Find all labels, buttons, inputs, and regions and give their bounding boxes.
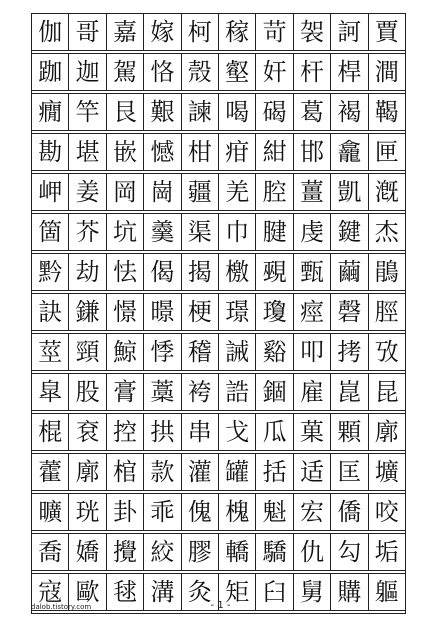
hanja-cell: 恪 — [144, 54, 181, 91]
hanja-cell: 乖 — [144, 494, 181, 531]
hanja-cell: 嵌 — [107, 134, 144, 171]
hanja-cell: 垢 — [369, 534, 406, 571]
hanja-cell: 漑 — [369, 174, 406, 211]
hanja-cell: 疆 — [182, 174, 219, 211]
hanja-cell: 憾 — [144, 134, 181, 171]
hanja-cell: 頸 — [69, 334, 106, 371]
hanja-cell: 哥 — [69, 14, 106, 51]
hanja-cell: 竿 — [69, 94, 106, 131]
hanja-grid — [31, 13, 406, 614]
hanja-cell: 柑 — [182, 134, 219, 171]
hanja-cell: 廓 — [369, 414, 406, 451]
hanja-cell: 誡 — [219, 334, 256, 371]
hanja-cell: 碣 — [256, 94, 293, 131]
hanja-cell: 坑 — [107, 214, 144, 251]
hanja-cell: 疳 — [219, 134, 256, 171]
hanja-cell: 邯 — [294, 134, 331, 171]
hanja-cell: 磬 — [331, 294, 368, 331]
hanja-cell: 寇 — [32, 574, 69, 611]
hanja-cell: 渠 — [182, 214, 219, 251]
hanja-cell: 舅 — [294, 574, 331, 611]
hanja-cell: 僑 — [331, 494, 368, 531]
hanja-cell: 凱 — [331, 174, 368, 211]
hanja-cell: 駕 — [107, 54, 144, 91]
hanja-cell: 賈 — [369, 14, 406, 51]
hanja-cell: 喬 — [32, 534, 69, 571]
hanja-cell: 卦 — [107, 494, 144, 531]
hanja-cell: 鵑 — [369, 254, 406, 291]
hanja-cell: 崗 — [144, 174, 181, 211]
hanja-cell: 魁 — [256, 494, 293, 531]
hanja-cell: 毬 — [107, 574, 144, 611]
hanja-cell: 憬 — [107, 294, 144, 331]
hanja-cell: 璟 — [219, 294, 256, 331]
hanja-cell: 劫 — [69, 254, 106, 291]
hanja-cell: 藿 — [32, 454, 69, 491]
hanja-cell: 姜 — [69, 174, 106, 211]
hanja-cell: 膠 — [182, 534, 219, 571]
hanja-cell: 苛 — [256, 14, 293, 51]
hanja-cell: 槐 — [219, 494, 256, 531]
hanja-cell: 暻 — [144, 294, 181, 331]
hanja-cell: 适 — [294, 454, 331, 491]
hanja-cell: 虔 — [294, 214, 331, 251]
hanja-cell: 袞 — [69, 414, 106, 451]
hanja-cell: 脛 — [369, 294, 406, 331]
hanja-cell: 廓 — [69, 454, 106, 491]
hanja-cell: 葛 — [294, 94, 331, 131]
hanja-cell: 股 — [69, 374, 106, 411]
hanja-cell: 臼 — [256, 574, 293, 611]
hanja-cell: 歐 — [69, 574, 106, 611]
hanja-cell: 鞨 — [369, 94, 406, 131]
hanja-cell: 揭 — [182, 254, 219, 291]
hanja-cell: 矩 — [219, 574, 256, 611]
hanja-cell: 絞 — [144, 534, 181, 571]
hanja-cell: 匡 — [331, 454, 368, 491]
hanja-cell: 檄 — [219, 254, 256, 291]
hanja-cell: 軀 — [369, 574, 406, 611]
hanja-cell: 皐 — [32, 374, 69, 411]
hanja-cell: 巾 — [219, 214, 256, 251]
hanja-cell: 仇 — [294, 534, 331, 571]
hanja-cell: 跏 — [32, 54, 69, 91]
hanja-cell: 轎 — [219, 534, 256, 571]
hanja-cell: 堪 — [69, 134, 106, 171]
hanja-cell: 勾 — [331, 534, 368, 571]
hanja-cell: 薑 — [294, 174, 331, 211]
hanja-cell: 菓 — [294, 414, 331, 451]
hanja-cell: 控 — [107, 414, 144, 451]
hanja-cell: 拱 — [144, 414, 181, 451]
hanja-cell: 攪 — [107, 534, 144, 571]
hanja-cell: 瓜 — [256, 414, 293, 451]
hanja-cell: 灌 — [182, 454, 219, 491]
page-number: - 1 - — [210, 600, 231, 611]
hanja-cell: 宏 — [294, 494, 331, 531]
hanja-cell: 黔 — [32, 254, 69, 291]
hanja-cell: 奸 — [256, 54, 293, 91]
hanja-cell: 艮 — [107, 94, 144, 131]
hanja-cell: 羹 — [144, 214, 181, 251]
hanja-cell: 匣 — [369, 134, 406, 171]
hanja-cell: 嫁 — [144, 14, 181, 51]
hanja-cell: 鍵 — [331, 214, 368, 251]
hanja-cell: 迦 — [69, 54, 106, 91]
hanja-cell: 壙 — [369, 454, 406, 491]
hanja-cell: 串 — [182, 414, 219, 451]
hanja-cell: 錮 — [256, 374, 293, 411]
hanja-cell: 嬌 — [69, 534, 106, 571]
hanja-cell: 顆 — [331, 414, 368, 451]
hanja-cell: 痙 — [294, 294, 331, 331]
hanja-cell: 昆 — [369, 374, 406, 411]
hanja-cell: 袈 — [294, 14, 331, 51]
hanja-cell: 艱 — [144, 94, 181, 131]
hanja-cell: 澗 — [369, 54, 406, 91]
hanja-cell: 戈 — [219, 414, 256, 451]
hanja-cell: 覡 — [256, 254, 293, 291]
hanja-cell: 拷 — [331, 334, 368, 371]
hanja-cell: 桿 — [331, 54, 368, 91]
hanja-cell: 悸 — [144, 334, 181, 371]
hanja-cell: 咬 — [369, 494, 406, 531]
hanja-cell: 杰 — [369, 214, 406, 251]
hanja-cell: 羌 — [219, 174, 256, 211]
hanja-cell: 雇 — [294, 374, 331, 411]
hanja-cell: 壑 — [219, 54, 256, 91]
writing-gap-row — [32, 611, 406, 614]
hanja-cell: 伽 — [32, 14, 69, 51]
hanja-cell: 嘉 — [107, 14, 144, 51]
footer-site: dalob.tistory.com — [31, 603, 92, 611]
hanja-cell: 繭 — [331, 254, 368, 291]
hanja-cell: 梗 — [182, 294, 219, 331]
hanja-cell: 杆 — [294, 54, 331, 91]
hanja-cell: 褐 — [331, 94, 368, 131]
hanja-cell: 膏 — [107, 374, 144, 411]
hanja-cell: 灸 — [182, 574, 219, 611]
hanja-cell: 殼 — [182, 54, 219, 91]
hanja-cell: 癇 — [32, 94, 69, 131]
hanja-cell: 腱 — [256, 214, 293, 251]
hanja-cell: 腔 — [256, 174, 293, 211]
hanja-cell: 購 — [331, 574, 368, 611]
hanja-cell: 攷 — [369, 334, 406, 371]
hanja-cell: 珖 — [69, 494, 106, 531]
hanja-cell: 稼 — [219, 14, 256, 51]
hanja-cell: 岡 — [107, 174, 144, 211]
hanja-cell: 莖 — [32, 334, 69, 371]
hanja-cell: 諫 — [182, 94, 219, 131]
hanja-cell: 溝 — [144, 574, 181, 611]
hanja-cell: 柯 — [182, 14, 219, 51]
hanja-cell: 棍 — [32, 414, 69, 451]
hanja-cell: 箇 — [32, 214, 69, 251]
hanja-cell: 甄 — [294, 254, 331, 291]
hanja-cell: 款 — [144, 454, 181, 491]
hanja-cell: 誥 — [219, 374, 256, 411]
hanja-cell: 岬 — [32, 174, 69, 211]
hanja-cell: 鯨 — [107, 334, 144, 371]
hanja-cell: 鎌 — [69, 294, 106, 331]
hanja-cell: 偈 — [144, 254, 181, 291]
hanja-cell: 喝 — [219, 94, 256, 131]
hanja-cell: 叩 — [294, 334, 331, 371]
hanja-cell: 棺 — [107, 454, 144, 491]
hanja-cell: 瓊 — [256, 294, 293, 331]
hanja-cell: 傀 — [182, 494, 219, 531]
hanja-cell: 訣 — [32, 294, 69, 331]
hanja-cell: 龕 — [331, 134, 368, 171]
hanja-cell: 袴 — [182, 374, 219, 411]
hanja-cell: 括 — [256, 454, 293, 491]
hanja-cell: 勘 — [32, 134, 69, 171]
hanja-cell: 紺 — [256, 134, 293, 171]
hanja-cell: 怯 — [107, 254, 144, 291]
hanja-cell: 曠 — [32, 494, 69, 531]
hanja-cell: 谿 — [256, 334, 293, 371]
hanja-cell: 驕 — [256, 534, 293, 571]
hanja-cell: 訶 — [331, 14, 368, 51]
hanja-cell: 芥 — [69, 214, 106, 251]
hanja-cell: 罐 — [219, 454, 256, 491]
hanja-cell: 稽 — [182, 334, 219, 371]
hanja-cell: 藁 — [144, 374, 181, 411]
hanja-cell: 崑 — [331, 374, 368, 411]
